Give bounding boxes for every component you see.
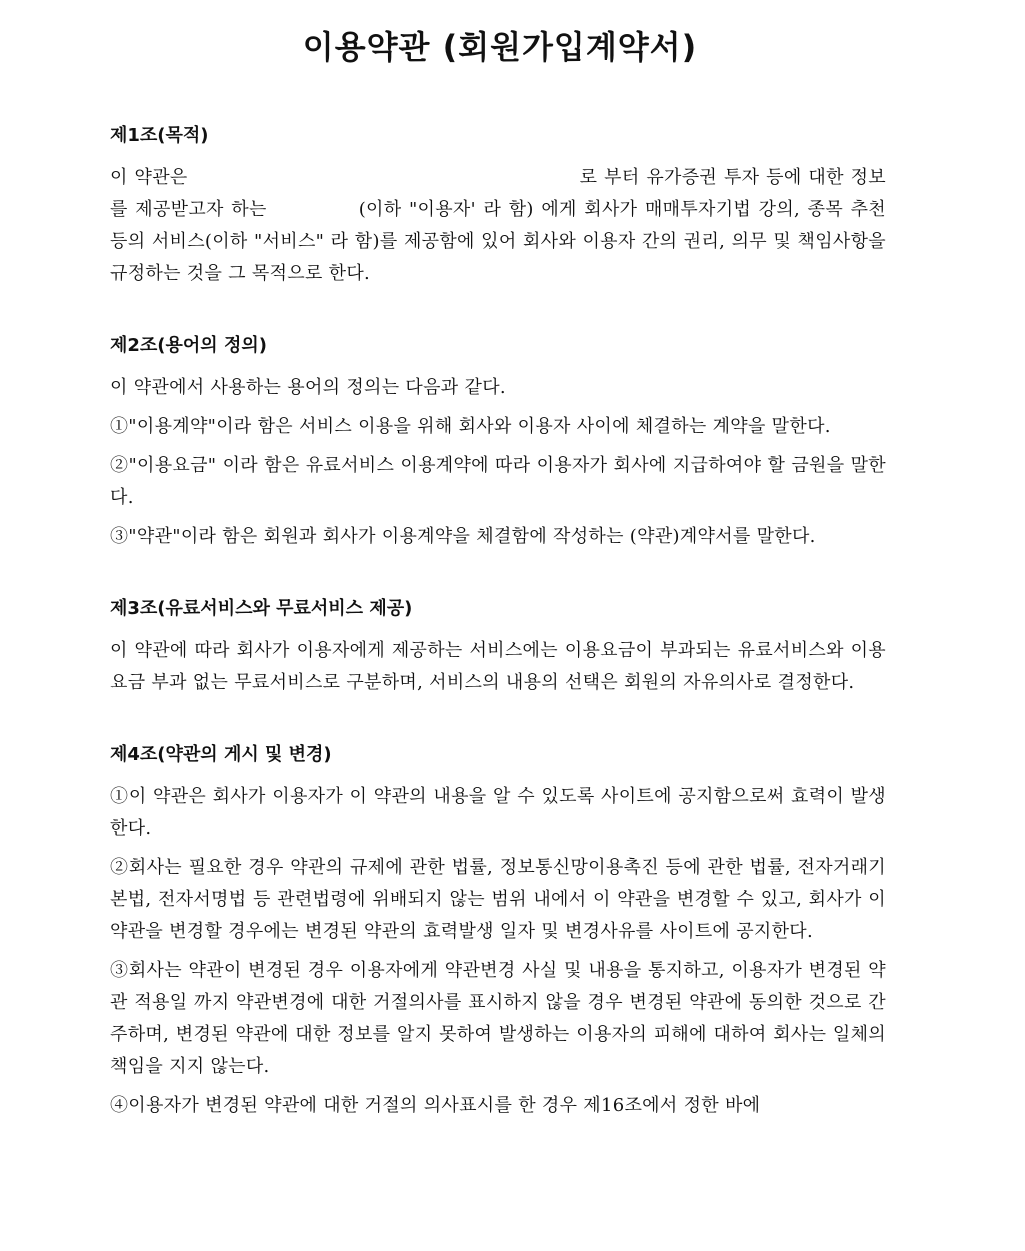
article-4-item-3: ③회사는 약관이 변경된 경우 이용자에게 약관변경 사실 및 내용을 통지하고, 이용자가 변경된 약관 적용일 까지 약관변경에 대한 거절의사를 표시하지 않을 경우 변경된 약관에 동의한 것으로 간주하며, 변경된 약관에 대한 정보를 알지 못하여 발생하는 이용자의 피해에 대하여 회사는 일체의 책임을 지지 않는다. — [110, 960, 886, 1077]
article-4-item-2: ②회사는 필요한 경우 약관의 규제에 관한 법률, 정보통신망이용촉진 등에 관한 법률, 전자거래기본법, 전자서명법 등 관련법령에 위배되지 않는 범위 내에서 이 약관을 변경할 수 있고, 회사가 이 약관을 변경할 경우에는 변경된 약관의 효력발생 일자 및 변경사유를 사이트에 공지한다. — [110, 857, 886, 942]
article-1-text-a: 이 약관은 — [110, 167, 188, 188]
article-4-item-1: ①이 약관은 회사가 이용자가 이 약관의 내용을 알 수 있도록 사이트에 공지함으로써 효력이 발생한다. — [110, 786, 886, 839]
article-1-text-c: (이하 "이용자' 라 함) 에게 회사가 매매투자기법 강의, 종목 추천 등의 서비스(이하 "서비스" 라 함)를 제공함에 있어 회사와 이용자 간의 권리, 의무 및 책임사항을 규정하는 것을 그 목적으로 한다. — [110, 199, 886, 284]
article-4-item-4: ④이용자가 변경된 약관에 대한 거절의 의사표시를 한 경우 제16조에서 정한 바에 — [110, 1095, 761, 1116]
article-4-title: 제4조(약관의 게시 및 변경) — [110, 744, 332, 765]
article-1-title: 제1조(목적) — [110, 125, 209, 146]
article-2-item-2: ②"이용요금" 이라 함은 유료서비스 이용계약에 따라 이용자가 회사에 지급하여야 할 금원을 말한다. — [110, 455, 886, 508]
article-1 — [110, 120, 886, 290]
article-2-item-1: ①"이용계약"이라 함은 서비스 이용을 위해 회사와 이용자 사이에 체결하는 계약을 말한다. — [110, 416, 831, 437]
article-2-title: 제2조(용어의 정의) — [110, 335, 267, 356]
article-2-item-3: ③"약관"이라 함은 회원과 회사가 이용계약을 체결함에 작성하는 (약관)계약서를 말한다. — [110, 526, 816, 547]
article-3 — [110, 593, 886, 699]
article-3-title: 제3조(유료서비스와 무료서비스 제공) — [110, 598, 413, 619]
article-1-text-b: 로 부터 유가증권 투자 등에 대한 정보를 제공받고자 하는 — [110, 167, 886, 220]
document-title: 이용약관 (회원가입계약서) — [302, 28, 698, 66]
article-2 — [110, 330, 886, 553]
document-body — [110, 120, 886, 1162]
article-2-intro: 이 약관에서 사용하는 용어의 정의는 다음과 같다. — [110, 377, 506, 398]
article-3-paragraph: 이 약관에 따라 회사가 이용자에게 제공하는 서비스에는 이용요금이 부과되는 유료서비스와 이용요금 부과 없는 무료서비스로 구분하며, 서비스의 내용의 선택은 회원의 자유의사로 결정한다. — [110, 640, 886, 693]
article-1-paragraph — [110, 162, 886, 290]
article-4 — [110, 739, 886, 1122]
